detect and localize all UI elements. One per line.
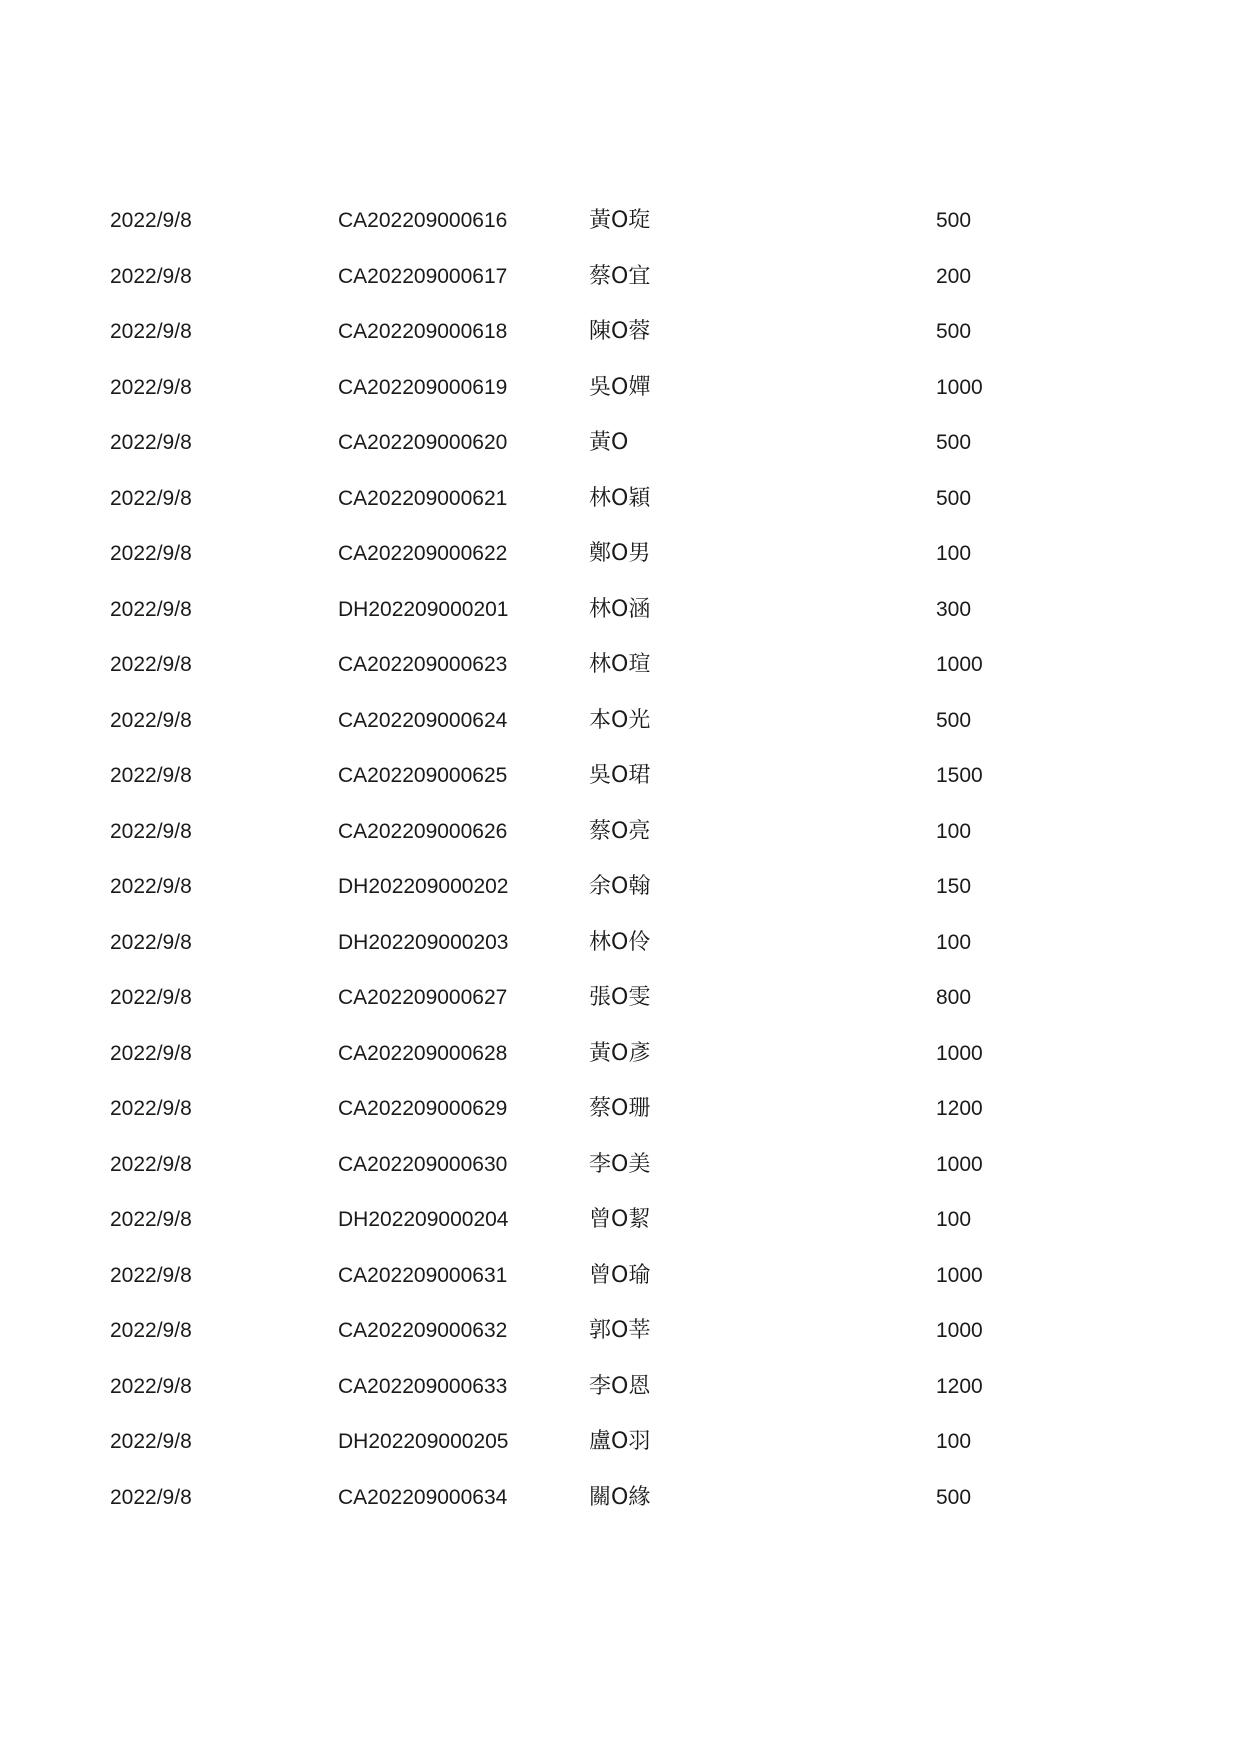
donor-name: 關O緣 [589, 1484, 651, 1510]
donor-name: 曾O瑜 [589, 1262, 651, 1288]
record-id: DH202209000202 [338, 875, 509, 898]
record-id: CA202209000618 [338, 320, 508, 343]
table-row [0, 876, 1240, 932]
donor-name: 鄭O男 [589, 541, 651, 566]
donor-name: 陳O蓉 [589, 319, 651, 344]
record-id: CA202209000633 [338, 1374, 508, 1398]
record-id: CA202209000628 [338, 1041, 508, 1065]
record-id: CA202209000634 [338, 1485, 508, 1509]
record-id: DH202209000201 [338, 597, 509, 621]
donor-name: 余O翰 [589, 874, 651, 899]
record-id: CA202209000624 [338, 708, 508, 732]
table-row [0, 929, 1240, 988]
donation-amount: 500 [936, 708, 972, 732]
record-id: CA202209000627 [338, 986, 508, 1009]
table-row [0, 1098, 1240, 1154]
donation-amount: 500 [936, 209, 972, 232]
donor-name: 李O美 [589, 1151, 651, 1177]
record-date: 2022/9/8 [110, 764, 192, 787]
table-row [0, 1431, 1240, 1487]
table-row [0, 374, 1240, 433]
donation-amount: 1200 [936, 1374, 983, 1398]
table-row [0, 1040, 1240, 1099]
donation-amount: 1000 [936, 375, 983, 399]
record-date: 2022/9/8 [110, 1041, 192, 1065]
table-row [0, 1262, 1240, 1321]
donor-name: 蔡O宜 [589, 263, 651, 289]
donation-amount: 1000 [936, 653, 983, 676]
record-id: CA202209000629 [338, 1097, 508, 1120]
donation-amount: 500 [936, 1485, 972, 1509]
donation-amount: 150 [936, 875, 972, 898]
donation-amount: 500 [936, 486, 972, 510]
record-id: CA202209000630 [338, 1152, 508, 1176]
record-id: CA202209000631 [338, 1263, 508, 1287]
donation-amount: 800 [936, 986, 972, 1009]
table-row [0, 654, 1240, 710]
record-date: 2022/9/8 [110, 320, 192, 343]
table-row [0, 210, 1240, 266]
record-id: CA202209000620 [338, 431, 508, 454]
record-date: 2022/9/8 [110, 1208, 192, 1231]
donation-amount: 300 [936, 597, 972, 621]
donation-amount: 100 [936, 1430, 972, 1453]
donor-name: 盧O羽 [589, 1429, 651, 1454]
record-date: 2022/9/8 [110, 1263, 192, 1287]
table-row [0, 818, 1240, 877]
donor-name: 林O瑄 [589, 652, 651, 677]
record-date: 2022/9/8 [110, 653, 192, 676]
table-row [0, 485, 1240, 544]
donation-amount: 100 [936, 819, 972, 843]
donation-amount: 500 [936, 431, 972, 454]
record-date: 2022/9/8 [110, 1319, 192, 1342]
donor-name: 曾O絜 [589, 1207, 651, 1232]
table-row [0, 707, 1240, 766]
record-id: DH202209000203 [338, 930, 509, 954]
table-row [0, 596, 1240, 655]
donation-amount: 200 [936, 264, 972, 288]
record-date: 2022/9/8 [110, 264, 192, 288]
record-date: 2022/9/8 [110, 597, 192, 621]
record-date: 2022/9/8 [110, 875, 192, 898]
record-id: CA202209000616 [338, 209, 508, 232]
record-date: 2022/9/8 [110, 1152, 192, 1176]
record-id: CA202209000623 [338, 653, 508, 676]
record-id: DH202209000205 [338, 1430, 509, 1453]
record-date: 2022/9/8 [110, 542, 192, 565]
donor-name: 郭O莘 [589, 1318, 651, 1343]
donor-name: 蔡O珊 [589, 1096, 651, 1121]
donor-name: 林O穎 [589, 485, 651, 511]
record-date: 2022/9/8 [110, 986, 192, 1009]
donor-name: 黃O琁 [589, 208, 651, 233]
table-row [0, 1151, 1240, 1210]
donor-name: 黃O [589, 430, 629, 455]
donation-ledger [0, 210, 1240, 1542]
record-date: 2022/9/8 [110, 1485, 192, 1509]
donation-amount: 100 [936, 1208, 972, 1231]
record-id: CA202209000622 [338, 542, 508, 565]
record-id: CA202209000625 [338, 764, 508, 787]
donor-name: 吳O嬋 [589, 374, 651, 400]
donor-name: 黃O彥 [589, 1040, 651, 1066]
record-date: 2022/9/8 [110, 1430, 192, 1453]
donation-amount: 100 [936, 930, 972, 954]
table-row [0, 765, 1240, 821]
record-date: 2022/9/8 [110, 375, 192, 399]
table-row [0, 543, 1240, 599]
donor-name: 林O伶 [589, 929, 651, 955]
record-id: CA202209000626 [338, 819, 508, 843]
record-date: 2022/9/8 [110, 930, 192, 954]
table-row [0, 987, 1240, 1043]
donation-amount: 1000 [936, 1041, 983, 1065]
record-date: 2022/9/8 [110, 1374, 192, 1398]
table-row [0, 1320, 1240, 1376]
donation-amount: 500 [936, 320, 972, 343]
record-date: 2022/9/8 [110, 209, 192, 232]
record-id: DH202209000204 [338, 1208, 509, 1231]
record-id: CA202209000619 [338, 375, 508, 399]
table-row [0, 432, 1240, 488]
donor-name: 吳O珺 [589, 763, 651, 788]
donation-amount: 100 [936, 542, 972, 565]
record-id: CA202209000632 [338, 1319, 508, 1342]
table-row [0, 1373, 1240, 1432]
donor-name: 李O恩 [589, 1373, 651, 1399]
donor-name: 蔡O亮 [589, 818, 651, 844]
record-date: 2022/9/8 [110, 431, 192, 454]
table-row [0, 1484, 1240, 1543]
table-row [0, 321, 1240, 377]
donor-name: 張O雯 [589, 985, 651, 1010]
donor-name: 林O涵 [589, 596, 651, 622]
record-id: CA202209000621 [338, 486, 508, 510]
record-date: 2022/9/8 [110, 708, 192, 732]
record-date: 2022/9/8 [110, 1097, 192, 1120]
table-row [0, 1209, 1240, 1265]
record-id: CA202209000617 [338, 264, 508, 288]
table-row [0, 263, 1240, 322]
donation-amount: 1500 [936, 764, 983, 787]
donation-amount: 1000 [936, 1152, 983, 1176]
record-date: 2022/9/8 [110, 819, 192, 843]
record-date: 2022/9/8 [110, 486, 192, 510]
donation-amount: 1200 [936, 1097, 983, 1120]
donor-name: 本O光 [589, 707, 651, 733]
donation-amount: 1000 [936, 1319, 983, 1342]
donation-amount: 1000 [936, 1263, 983, 1287]
